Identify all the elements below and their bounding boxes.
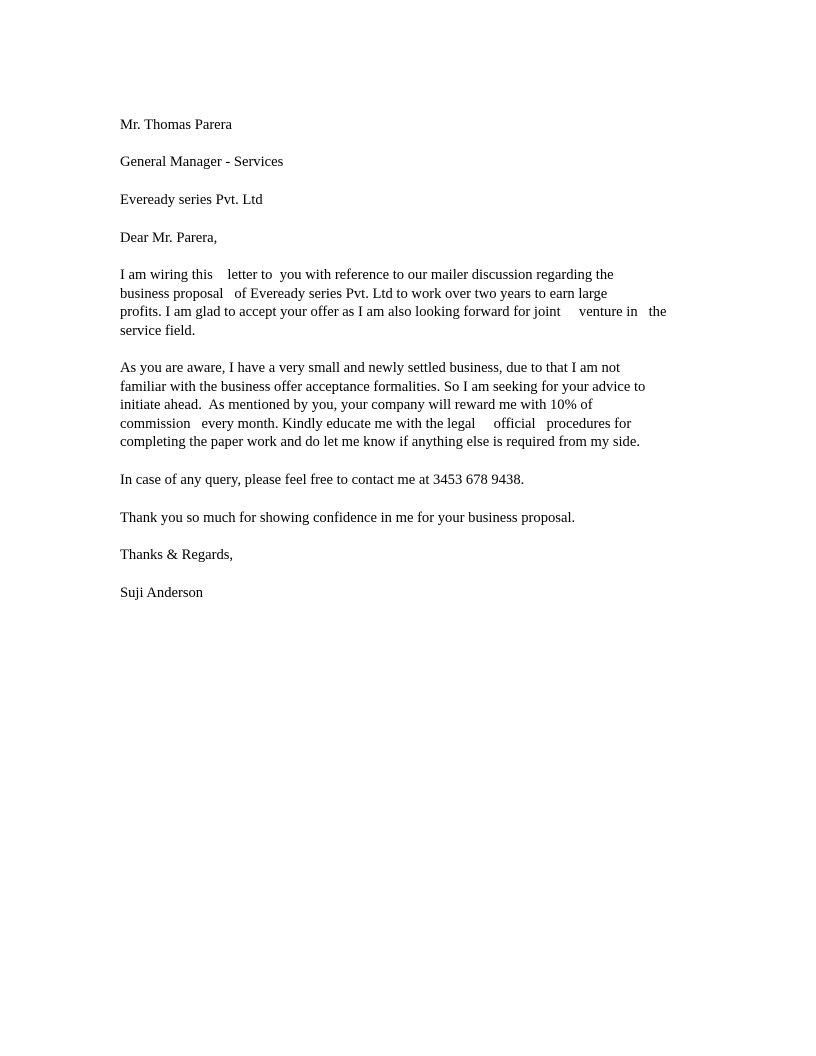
body-paragraph-1 [120,266,696,340]
body-paragraph-3: In case of any query, please feel free to contact me at 3453 678 9438. [120,472,525,488]
body-line: initiate ahead. As mentioned by you, your company will reward me with 10% of [120,397,593,413]
body-line: commission every month. Kindly educate me with the legal official procedures for [120,415,632,432]
body-line: completing the paper work and do let me know if anything else is required from my side. [120,434,640,450]
recipient-title: General Manager - Services [120,154,284,170]
body-line: profits. I am glad to accept your offer as I am also looking forward for joint venture in the [120,304,667,320]
body-line: familiar with the business offer acceptance formalities. So I am seeking for your advice to [120,378,646,395]
body-line: I am wiring this letter to you with reference to our mailer discussion regarding the [120,267,614,283]
body-line: service field. [120,322,196,339]
signature: Suji Anderson [120,585,204,601]
recipient-company: Eveready series Pvt. Ltd [120,192,263,208]
body-paragraph-2 [120,359,696,452]
recipient-name: Mr. Thomas Parera [120,117,232,133]
closing: Thanks & Regards, [120,547,234,563]
body-line: As you are aware, I have a very small and newly settled business, due to that I am not [120,360,621,376]
body-paragraph-4: Thank you so much for showing confidence in me for your business proposal. [120,510,576,526]
body-line: business proposal of Eveready series Pvt. Ltd to work over two years to earn large [120,285,608,302]
salutation: Dear Mr. Parera, [120,230,218,246]
